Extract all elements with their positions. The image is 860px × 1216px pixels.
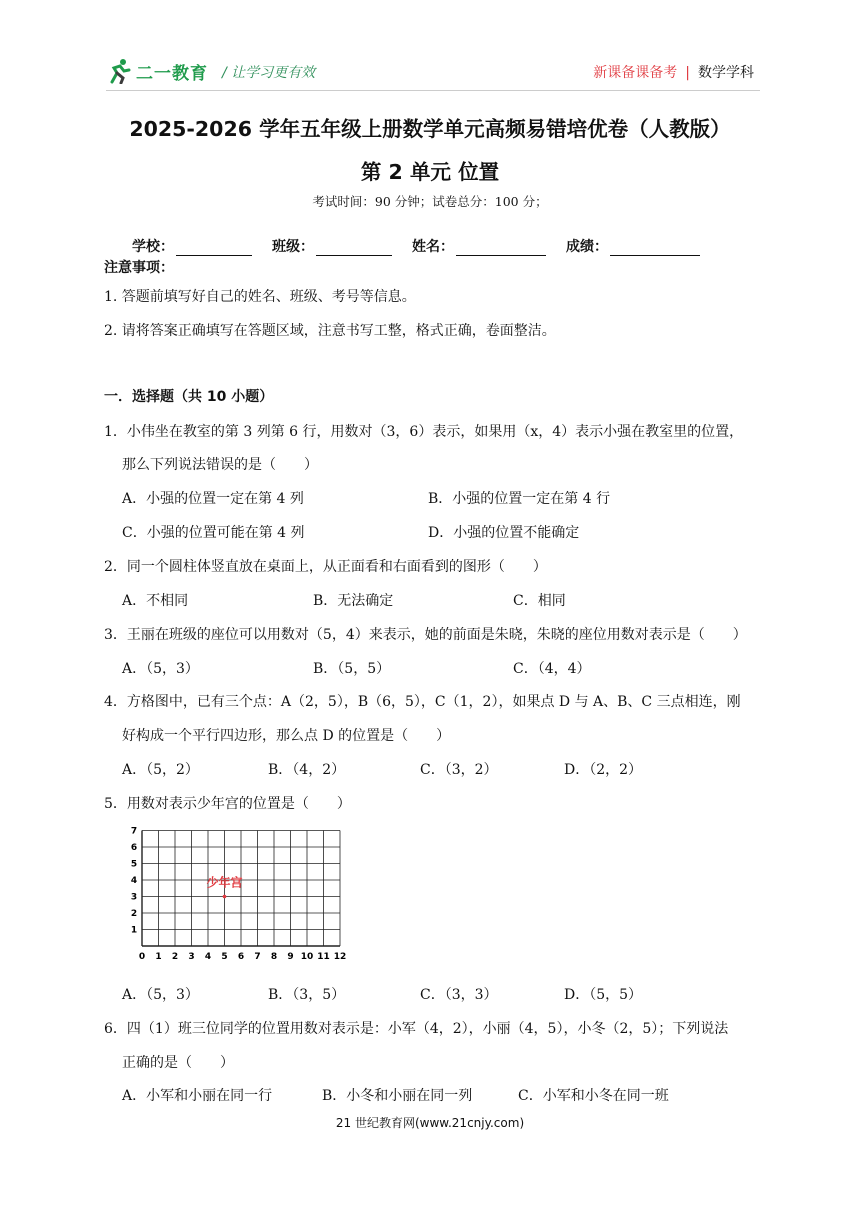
slogan: / 让学习更有效 <box>222 65 316 81</box>
student-info-row <box>132 236 720 256</box>
exam-info: 考试时间：90 分钟；试卷总分：100 分； <box>312 194 548 209</box>
school-blank[interactable] <box>176 241 252 256</box>
name-blank[interactable] <box>456 241 546 256</box>
q4-option-d[interactable]: D．（2，2） <box>564 762 643 778</box>
y-tick-label: 3 <box>130 892 138 903</box>
q1-stem-line1: 1．小伟坐在教室的第 3 列第 6 行，用数对（3，6）表示，如果用（x，4）表示小强在教室里的位置， <box>104 424 744 440</box>
unit-title: 第 2 单元 位置 <box>360 160 500 184</box>
q3-option-c[interactable]: C．（4，4） <box>513 661 591 677</box>
y-tick-label: 7 <box>130 826 138 837</box>
q1-option-c[interactable]: C．小强的位置可能在第 4 列 <box>122 525 305 541</box>
q5-option-d[interactable]: D．（5，5） <box>564 987 643 1003</box>
section-title: 一．选择题（共 10 小题） <box>104 389 274 405</box>
q6-option-c[interactable]: C．小军和小冬在同一班 <box>518 1088 669 1104</box>
class-field <box>272 236 392 256</box>
x-tick-label: 7 <box>254 952 261 962</box>
q3-option-a[interactable]: A．（5，3） <box>122 661 199 677</box>
notice-2: 2. 请将答案正确填写在答题区域，注意书写工整，格式正确，卷面整洁。 <box>104 323 556 339</box>
y-tick-label: 5 <box>130 859 138 870</box>
q3-option-b[interactable]: B．（5，5） <box>313 661 391 677</box>
x-tick-label: 1 <box>155 952 162 962</box>
q5-option-a[interactable]: A．（5，3） <box>122 987 199 1003</box>
x-tick-label: 9 <box>287 952 294 962</box>
header-subject: 数学学科 <box>698 65 754 81</box>
school-label: 学校： <box>132 239 174 255</box>
y-tick-label: 1 <box>130 925 138 936</box>
q5-option-b[interactable]: B．（3，5） <box>268 987 346 1003</box>
q1-option-b[interactable]: B．小强的位置一定在第 4 行 <box>428 491 611 507</box>
y-tick-label: 2 <box>130 909 138 919</box>
x-tick-label: 8 <box>270 952 278 962</box>
x-tick-label: 6 <box>237 952 245 962</box>
q2-option-b[interactable]: B．无法确定 <box>313 593 394 609</box>
x-tick-label: 11 <box>317 952 330 962</box>
q1-stem-line2: 那么下列说法错误的是（ ） <box>122 457 318 473</box>
y-tick-label: 4 <box>130 876 138 886</box>
q6-stem-line1: 6．四（1）班三位同学的位置用数对表示是：小军（4，2），小丽（4，5），小冬（2，5）；下列说法 <box>104 1021 729 1037</box>
q2-option-a[interactable]: A．不相同 <box>122 593 189 609</box>
coordinate-grid <box>122 826 350 966</box>
place-point <box>223 895 227 899</box>
page-title: 2025-2026 学年五年级上册数学单元高频易错培优卷（人教版） <box>129 117 731 141</box>
coordinate-grid-figure <box>122 826 350 966</box>
q6-stem-line2: 正确的是（ ） <box>122 1055 234 1071</box>
name-field <box>412 236 546 256</box>
header-right <box>593 62 754 82</box>
header-divider <box>106 90 760 91</box>
class-blank[interactable] <box>316 241 392 256</box>
school-field <box>132 236 252 256</box>
score-field <box>566 236 700 256</box>
score-label: 成绩： <box>566 239 608 255</box>
q2-option-c[interactable]: C．相同 <box>513 593 566 609</box>
q6-option-b[interactable]: B．小冬和小丽在同一列 <box>322 1088 473 1104</box>
q1-option-d[interactable]: D．小强的位置不能确定 <box>428 525 580 541</box>
y-tick-label: 6 <box>130 843 138 853</box>
x-tick-label: 4 <box>204 952 212 962</box>
x-tick-label: 3 <box>188 952 195 962</box>
name-label: 姓名： <box>412 239 454 255</box>
logo-text: 二一教育 <box>136 63 208 84</box>
runner-logo-icon <box>106 58 132 84</box>
q3-stem: 3．王丽在班级的座位可以用数对（5，4）来表示，她的前面是朱晓，朱晓的座位用数对表示是（ ） <box>104 627 747 643</box>
x-tick-label: 5 <box>221 952 228 962</box>
q4-option-c[interactable]: C．（3，2） <box>420 762 498 778</box>
q6-option-a[interactable]: A．小军和小丽在同一行 <box>122 1088 273 1104</box>
q4-stem-line1: 4．方格图中，已有三个点：A（2，5），B（6，5），C（1，2），如果点 D 与 A、B、C 三点相连，刚 <box>104 694 741 710</box>
logo <box>106 58 208 84</box>
x-tick-label: 0 <box>138 952 146 962</box>
q4-option-a[interactable]: A．（5，2） <box>122 762 199 778</box>
x-tick-label: 12 <box>333 952 347 962</box>
header-separator: | <box>685 65 690 81</box>
q4-stem-line2: 好构成一个平行四边形，那么点 D 的位置是（ ） <box>122 728 451 744</box>
place-label: 少年宫 <box>206 875 243 890</box>
q4-option-b[interactable]: B．（4，2） <box>268 762 346 778</box>
q5-stem: 5．用数对表示少年宫的位置是（ ） <box>104 796 351 812</box>
q5-option-c[interactable]: C．（3，3） <box>420 987 498 1003</box>
notice-1: 1. 答题前填写好自己的姓名、班级、考号等信息。 <box>104 289 416 305</box>
notice-title: 注意事项： <box>104 260 174 276</box>
x-tick-label: 2 <box>171 952 179 962</box>
q1-option-a[interactable]: A．小强的位置一定在第 4 列 <box>122 491 304 507</box>
x-tick-label: 10 <box>300 952 314 962</box>
q2-stem: 2．同一个圆柱体竖直放在桌面上，从正面看和右面看到的图形（ ） <box>104 559 547 575</box>
header-tag: 新课备课备考 <box>593 65 678 81</box>
score-blank[interactable] <box>610 241 700 256</box>
page-footer: 21 世纪教育网(www.21cnjy.com) <box>335 1116 525 1130</box>
class-label: 班级： <box>272 239 314 255</box>
